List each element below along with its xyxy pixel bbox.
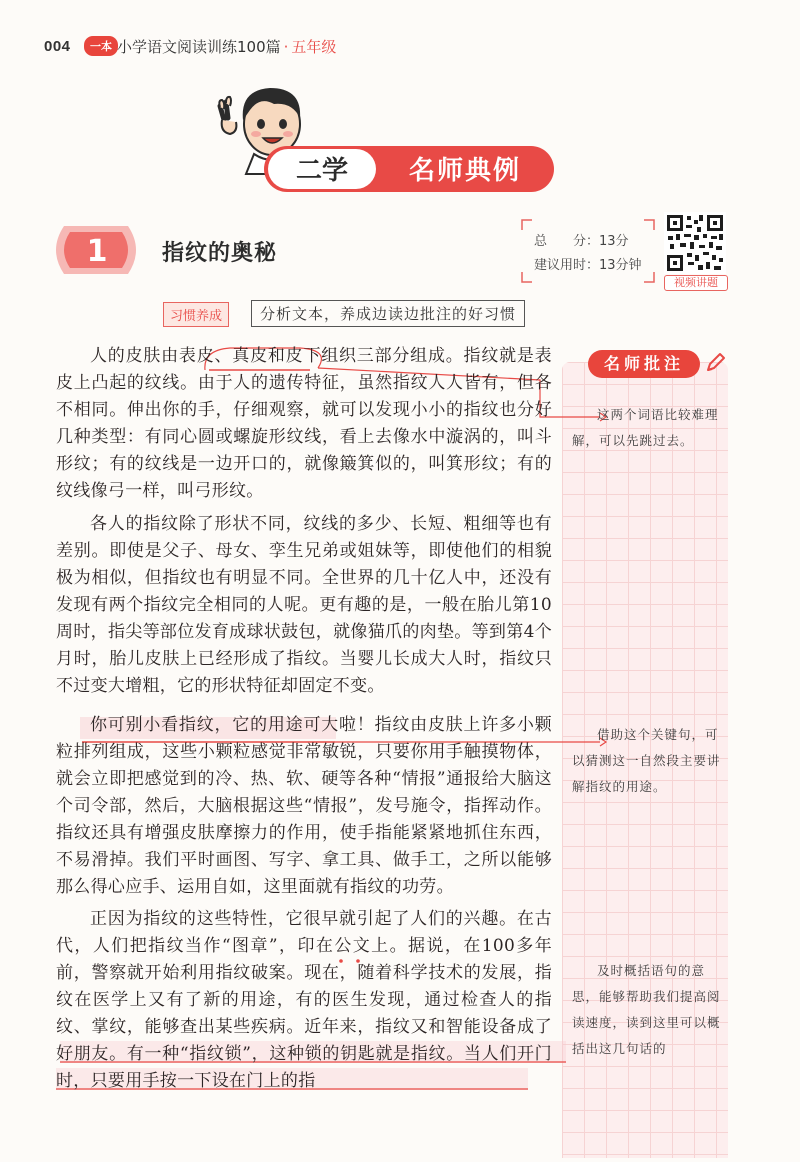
video-explanation-link[interactable]: 视频讲题: [664, 275, 728, 291]
suggested-time-label: 建议用时：13分钟: [534, 258, 642, 273]
teacher-note-3: 及时概括语句的意思，能够帮助我们提高阅读速度，读到这里可以概括出这几句话的: [572, 963, 721, 1056]
article-paragraph-3: 你可别小看指纹，它的用途可大啦！指纹由皮肤上许多小颗粒排列组成，这些小颗粒感觉非常敏锐，只要你用手触摸物体，就会立即把感觉到的冷、热、软、硬等各种“情报”通报给大脑这个司令部，然后，大脑根据这些“情报”，发号施令，指挥动作。指纹还具有增强皮肤摩擦力的作用，使手指能紧紧地抓住东西，不易滑掉。我们平时画图、写字、拿工具、做手工，之所以能够那么得心应手、运用自如，这里面就有指纹的功劳。: [56, 715, 552, 897]
lesson-title: 指纹的奥秘: [162, 241, 278, 266]
banner-text-example: 名师典例: [408, 156, 522, 186]
total-score-label: 总 分：13分: [534, 234, 629, 249]
habit-tag: 习惯养成: [163, 302, 229, 327]
teacher-note-2: 借助这个关键句，可以猜测这一自然段主要讲解指纹的用途。: [572, 727, 721, 794]
habit-description: 分析文本，养成边读边批注的好习惯: [251, 300, 525, 327]
article-paragraph-2: 各人的指纹除了形状不同，纹线的多少、长短、粗细等也有差别。即使是父子、母女、孪生兄弟或姐妹等，即使他们的相貌极为相似，但指纹也有明显不同。全世界的几十亿人中，还没有发现有两个指纹完全相同的人呢。更有趣的是，一般在胎儿第10周时，指尖等部位发育成球状鼓包，就像猫爪的肉垫。等到第4个月时，胎儿皮肤上已经形成了指纹。当婴儿长成大人时，指纹只不过变大增粗，它的形状特征却固定不变。: [56, 514, 552, 696]
brand-badge: 一本: [84, 36, 118, 56]
lesson-number: 1: [86, 234, 108, 269]
banner-text-learn: 二学: [295, 156, 349, 186]
article-paragraph-4: 正因为指纹的这些特性，它很早就引起了人们的兴趣。在古代，人们把指纹当作“图章”，印在公文上。据说，在100多年前，警察就开始利用指纹破案。现在，随着科学技术的发展，指纹在医学上又有了新的用途，有的医生发现，通过检查人的指纹、掌纹，能够查出某些疾病。近年来，指纹又和智能设备成了好朋友。有一种“指纹锁”，这种锁的钥匙就是指纹。当人们开门时，只要用手按一下设在门上的指: [56, 909, 552, 1091]
teacher-notes-title: 名师批注: [588, 350, 700, 378]
page-number: 004: [44, 38, 71, 55]
teacher-note-1: 这两个词语比较难理解，可以先跳过去。: [572, 407, 719, 448]
title-separator: ·: [283, 38, 289, 56]
book-title-text: 小学语文阅读训练100篇: [117, 38, 281, 56]
grade-label: 五年级: [291, 38, 337, 56]
article-paragraph-1: 人的皮肤由表皮、真皮和皮下组织三部分组成。指纹就是表皮上凸起的纹线。由于人的遗传特征，虽然指纹人人皆有，但各不相同。伸出你的手，仔细观察，就可以发现小小的指纹也分好几种类型：有同心圆或螺旋形纹线，看上去像水中漩涡的，叫斗形纹；有的纹线是一边开口的，就像簸箕似的，叫箕形纹；有的纹线像弓一样，叫弓形纹。: [56, 346, 552, 501]
